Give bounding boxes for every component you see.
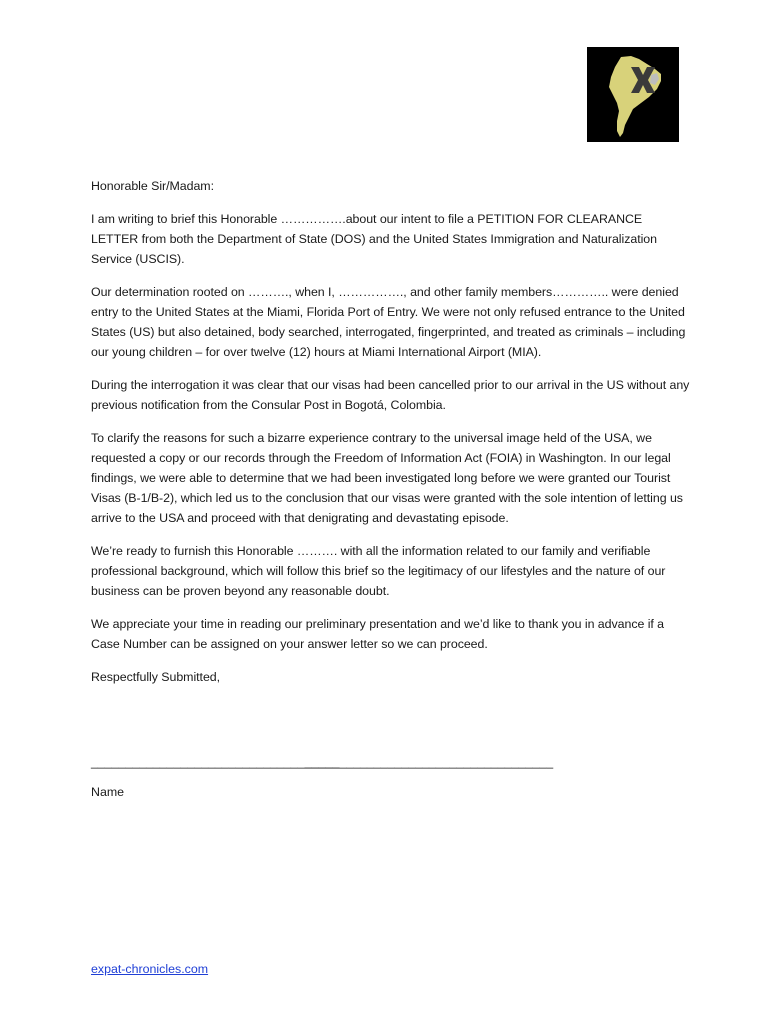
paragraph-thanks: We appreciate your time in reading our preliminary presentation and we’d like to thank you in advance if a Case Number can be assigned on your answer letter so we can proceed. xyxy=(91,617,665,651)
signature-line-right: ____________________________________ xyxy=(305,755,554,769)
signature-line-left: ____________________________________ xyxy=(91,755,340,769)
closing: Respectfully Submitted, xyxy=(91,670,221,684)
paragraph-furnish: We’re ready to furnish this Honorable ………. with all the information related to our family and verifiable professional background, which will follow this brief so the legitimacy of our lifestyles and the nature of our business can be proven beyond any reasonable doubt. xyxy=(91,544,666,598)
paragraph-interrogation: During the interrogation it was clear that our visas had been cancelled prior to our arrival in the US without any previous notification from the Consular Post in Bogotá, Colombia. xyxy=(91,378,690,412)
letter-body xyxy=(91,176,691,687)
paragraph-foia: To clarify the reasons for such a bizarre experience contrary to the universal image held of the USA, we requested a copy or our records through the Freedom of Information Act (FOIA) in Washington. In our legal findings, we were able to determine that we had been investigated long before we were granted our Tourist Visas (B-1/B-2), which led us to the conclusion that our visas were granted with the sole intention of letting us arrive to the USA and proceed with that denigrating and devastating episode. xyxy=(91,431,683,525)
footer-link[interactable]: expat-chronicles.com xyxy=(91,962,209,976)
south-america-x-logo-icon xyxy=(587,47,679,142)
paragraph-intent: I am writing to brief this Honorable …………….about our intent to file a PETITION FOR CLEARANCE LETTER from both the Department of State (DOS) and the United States Immigration and Naturalization Service (USCIS). xyxy=(91,212,657,266)
logo xyxy=(587,47,679,142)
signature-lines xyxy=(91,752,691,772)
salutation: Honorable Sir/Madam: xyxy=(91,179,214,193)
name-label: Name xyxy=(91,785,125,799)
paragraph-denied-entry: Our determination rooted on ………., when I, ……………., and other family members………….. were denied entry to the United States at the Miami, Florida Port of Entry. We were not only refused entrance to the United States (US) but also detained, body searched, interrogated, fingerprinted, and treated as criminals – including our young children – for over twelve (12) hours at Miami International Airport (MIA). xyxy=(91,285,686,359)
